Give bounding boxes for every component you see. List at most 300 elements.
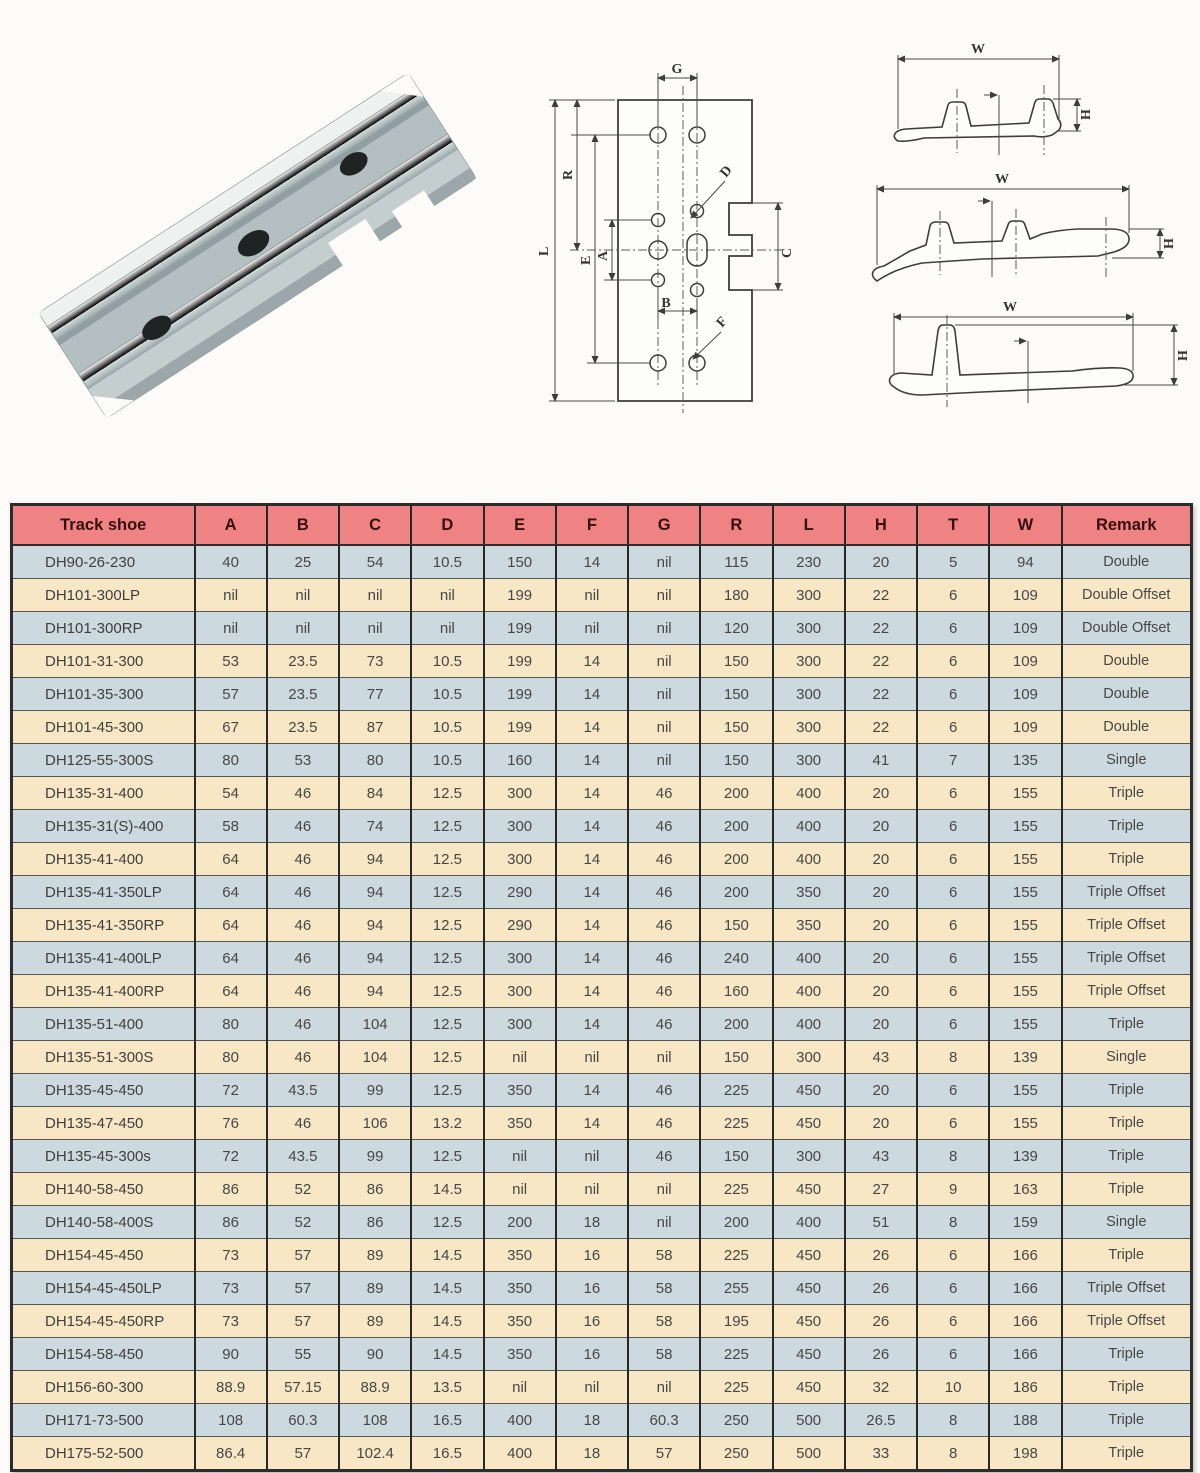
dimension-cell: 22	[845, 711, 917, 744]
remark-cell: Triple	[1062, 1074, 1192, 1107]
dimension-cell: nil	[628, 1206, 700, 1239]
dimension-cell: 10.5	[411, 744, 483, 777]
triple-grouser-profile	[873, 221, 1130, 281]
dimension-cell: 290	[484, 876, 556, 909]
remark-cell: Triple	[1062, 1140, 1192, 1173]
remark-cell: Triple	[1062, 777, 1192, 810]
dimension-cell: 300	[484, 777, 556, 810]
dimension-cell: nil	[556, 1140, 628, 1173]
dimension-cell: 64	[195, 876, 267, 909]
track-shoe-name: DH154-45-450	[12, 1239, 195, 1272]
column-header-d: D	[411, 505, 483, 546]
dimension-cell: 180	[700, 579, 772, 612]
dimension-cell: 14	[556, 909, 628, 942]
dimension-cell: 10.5	[411, 711, 483, 744]
dimension-cell: 20	[845, 777, 917, 810]
dimension-cell: 54	[195, 777, 267, 810]
table-row	[12, 1305, 1192, 1338]
dimension-cell: 26	[845, 1239, 917, 1272]
dimension-cell: 225	[700, 1239, 772, 1272]
cross-sections-svg	[862, 25, 1195, 458]
dimension-cell: 6	[917, 1074, 989, 1107]
dimension-cell: 64	[195, 909, 267, 942]
table-row	[12, 1239, 1192, 1272]
dimension-cell: 46	[267, 1107, 339, 1140]
section-single-grouser	[890, 300, 1191, 407]
dimension-cell: 46	[267, 1008, 339, 1041]
dimension-cell: 73	[195, 1239, 267, 1272]
dimension-cell: 14	[556, 744, 628, 777]
dimension-cell: 6	[917, 876, 989, 909]
dimension-cell: 57	[267, 1272, 339, 1305]
dimension-cell: 5	[917, 545, 989, 579]
dimension-cell: 159	[989, 1206, 1061, 1239]
dimension-cell: nil	[628, 1173, 700, 1206]
remark-cell: Triple	[1062, 1239, 1192, 1272]
dimension-cell: 155	[989, 876, 1061, 909]
table-row	[12, 579, 1192, 612]
column-header-r: R	[700, 505, 772, 546]
dimension-cell: nil	[411, 579, 483, 612]
dimension-cell: 16	[556, 1272, 628, 1305]
column-header-l: L	[773, 505, 845, 546]
dimension-cell: 166	[989, 1305, 1061, 1338]
dimension-cell: 86.4	[195, 1437, 267, 1471]
remark-cell: Triple Offset	[1062, 1272, 1192, 1305]
dimension-cell: 14	[556, 1008, 628, 1041]
dimension-cell: 46	[628, 1008, 700, 1041]
remark-cell: Double	[1062, 545, 1192, 579]
dim-label-B: B	[661, 296, 671, 311]
dimension-cell: 160	[484, 744, 556, 777]
dimension-cell: 20	[845, 1008, 917, 1041]
dimension-cell: 200	[700, 876, 772, 909]
remark-cell: Triple Offset	[1062, 975, 1192, 1008]
dimension-cell: 255	[700, 1272, 772, 1305]
dimension-cell: 14.5	[411, 1338, 483, 1371]
dim-label-L: L	[537, 246, 552, 256]
remark-cell: Single	[1062, 1206, 1192, 1239]
dimension-cell: 6	[917, 810, 989, 843]
dim-label-C: C	[780, 247, 795, 258]
dimension-cell: 27	[845, 1173, 917, 1206]
track-shoe-name: DH175-52-500	[12, 1437, 195, 1471]
dimension-cell: 94	[989, 545, 1061, 579]
table-row	[12, 942, 1192, 975]
dim-label-W: W	[1003, 300, 1017, 315]
dimension-cell: 18	[556, 1437, 628, 1471]
track-shoe-name: DH101-31-300	[12, 645, 195, 678]
track-shoe-photo	[5, 5, 510, 480]
dimension-cell: 10.5	[411, 545, 483, 579]
dimension-cell: 400	[773, 810, 845, 843]
dimension-cell: 14	[556, 942, 628, 975]
dimension-cell: 86	[195, 1173, 267, 1206]
table-row	[12, 1008, 1192, 1041]
dimension-cell: 400	[773, 942, 845, 975]
dimension-cell: 6	[917, 1008, 989, 1041]
dimension-cell: 12.5	[411, 810, 483, 843]
remark-cell: Double	[1062, 678, 1192, 711]
cross-section-drawings	[862, 25, 1195, 458]
dimension-cell: 74	[339, 810, 411, 843]
dimension-cell: 225	[700, 1074, 772, 1107]
dim-label-E: E	[579, 255, 594, 265]
column-header-b: B	[267, 505, 339, 546]
dimension-cell: 14	[556, 711, 628, 744]
dimension-cell: 73	[195, 1305, 267, 1338]
dimension-cell: 14	[556, 843, 628, 876]
single-grouser-profile	[890, 325, 1134, 395]
dimension-cell: 350	[773, 909, 845, 942]
dimension-cell: 89	[339, 1272, 411, 1305]
dimension-cell: 139	[989, 1041, 1061, 1074]
dimension-cell: 400	[773, 1206, 845, 1239]
dimension-cell: 99	[339, 1140, 411, 1173]
dimension-cell: 54	[339, 545, 411, 579]
dimension-cell: 450	[773, 1272, 845, 1305]
dimension-cell: 14.5	[411, 1173, 483, 1206]
dimension-cell: 6	[917, 942, 989, 975]
remark-cell: Triple Offset	[1062, 909, 1192, 942]
dimension-cell: 14	[556, 678, 628, 711]
dimension-cell: 115	[700, 545, 772, 579]
dimension-cell: 46	[628, 843, 700, 876]
remark-cell: Single	[1062, 1041, 1192, 1074]
dimension-cell: 400	[773, 975, 845, 1008]
dim-label-W: W	[971, 42, 985, 57]
dimension-cell: 225	[700, 1338, 772, 1371]
dimension-cell: 73	[195, 1272, 267, 1305]
dimension-cell: 72	[195, 1074, 267, 1107]
table-row	[12, 1371, 1192, 1404]
dimension-cell: 450	[773, 1074, 845, 1107]
dimension-cell: 14	[556, 545, 628, 579]
dimension-cell: 46	[628, 1140, 700, 1173]
dimension-cell: 23.5	[267, 645, 339, 678]
dimension-cell: 350	[484, 1305, 556, 1338]
dimension-cell: 46	[628, 777, 700, 810]
dimension-cell: 186	[989, 1371, 1061, 1404]
dimension-cell: 400	[484, 1437, 556, 1471]
dimension-cell: 200	[700, 810, 772, 843]
dimension-cell: 94	[339, 909, 411, 942]
dimension-cell: 155	[989, 843, 1061, 876]
column-header-e: E	[484, 505, 556, 546]
dimension-cell: 400	[773, 1008, 845, 1041]
dimension-cell: 12.5	[411, 909, 483, 942]
track-shoe-name: DH135-51-300S	[12, 1041, 195, 1074]
dimension-cell: 57	[267, 1239, 339, 1272]
dimension-cell: 20	[845, 843, 917, 876]
dimension-cell: 350	[484, 1074, 556, 1107]
dimension-cell: 23.5	[267, 711, 339, 744]
track-shoe-name: DH135-45-300s	[12, 1140, 195, 1173]
dimension-cell: 200	[484, 1206, 556, 1239]
dimension-cell: 300	[773, 744, 845, 777]
dimension-cell: 46	[628, 975, 700, 1008]
dimension-cell: 6	[917, 612, 989, 645]
dimension-cell: 135	[989, 744, 1061, 777]
dimension-cell: 104	[339, 1008, 411, 1041]
dimension-cell: nil	[556, 1173, 628, 1206]
dimension-cell: 150	[700, 711, 772, 744]
dimension-cell: 290	[484, 909, 556, 942]
dim-label-F: F	[713, 314, 731, 331]
dimension-cell: 46	[267, 909, 339, 942]
dimension-cell: 300	[773, 1041, 845, 1074]
table-row	[12, 1206, 1192, 1239]
remark-cell: Triple	[1062, 1173, 1192, 1206]
dimension-cell: 14.5	[411, 1272, 483, 1305]
dimension-cell: 86	[339, 1173, 411, 1206]
dimension-cell: 300	[484, 975, 556, 1008]
dimension-cell: 300	[484, 942, 556, 975]
section-double-grouser	[894, 42, 1094, 155]
dimension-cell: 57	[195, 678, 267, 711]
dimension-cell: nil	[195, 579, 267, 612]
dimension-cell: 52	[267, 1173, 339, 1206]
dimension-cell: 26	[845, 1272, 917, 1305]
remark-cell: Triple	[1062, 1338, 1192, 1371]
dimension-cell: 10	[917, 1371, 989, 1404]
column-header-a: A	[195, 505, 267, 546]
dimension-cell: 22	[845, 678, 917, 711]
dimension-cell: 20	[845, 545, 917, 579]
dimension-cell: 120	[700, 612, 772, 645]
section-triple-grouser	[873, 172, 1177, 281]
dimension-cell: 53	[195, 645, 267, 678]
column-header-w: W	[989, 505, 1061, 546]
dimension-cell: 350	[484, 1239, 556, 1272]
dimension-cell: 60.3	[267, 1404, 339, 1437]
table-row	[12, 1272, 1192, 1305]
dimension-cell: 94	[339, 876, 411, 909]
table-row	[12, 744, 1192, 777]
dimension-cell: 10.5	[411, 645, 483, 678]
dimension-cell: 200	[700, 843, 772, 876]
dimension-cell: 58	[195, 810, 267, 843]
dimension-cell: 88.9	[195, 1371, 267, 1404]
dimension-cell: 300	[773, 579, 845, 612]
dimension-cell: 46	[628, 1107, 700, 1140]
table-row	[12, 1437, 1192, 1471]
dimension-cell: 26	[845, 1305, 917, 1338]
dimension-cell: nil	[411, 612, 483, 645]
dimension-cell: 155	[989, 942, 1061, 975]
dimension-cell: 200	[700, 1206, 772, 1239]
table-row	[12, 678, 1192, 711]
dimension-cell: 500	[773, 1437, 845, 1471]
dimension-cell: 46	[628, 810, 700, 843]
dimension-cell: 12.5	[411, 975, 483, 1008]
dimension-cell: 300	[484, 843, 556, 876]
plan-view-svg	[515, 28, 860, 453]
dimension-cell: nil	[628, 711, 700, 744]
dimension-cell: 163	[989, 1173, 1061, 1206]
dimension-cell: 14	[556, 777, 628, 810]
dimension-cell: 12.5	[411, 1140, 483, 1173]
track-shoe-name: DH90-26-230	[12, 545, 195, 579]
track-shoe-name: DH135-45-450	[12, 1074, 195, 1107]
dimension-cell: 58	[628, 1338, 700, 1371]
dimension-cell: 40	[195, 545, 267, 579]
dimension-cell: 12.5	[411, 942, 483, 975]
dimension-cell: 64	[195, 843, 267, 876]
dimension-cell: 150	[700, 744, 772, 777]
remark-cell: Triple	[1062, 1404, 1192, 1437]
dimension-cell: 58	[628, 1239, 700, 1272]
dimension-cell: 46	[267, 810, 339, 843]
dimension-cell: 89	[339, 1239, 411, 1272]
dimension-cell: 500	[773, 1404, 845, 1437]
dimension-cell: 16.5	[411, 1404, 483, 1437]
dimension-cell: 166	[989, 1272, 1061, 1305]
dimension-cell: nil	[628, 678, 700, 711]
dimension-cell: 200	[700, 777, 772, 810]
dimension-cell: 57.15	[267, 1371, 339, 1404]
dim-label-A: A	[596, 250, 611, 261]
dimension-cell: 6	[917, 678, 989, 711]
dimension-cell: 80	[339, 744, 411, 777]
table-row	[12, 975, 1192, 1008]
dimension-cell: 6	[917, 843, 989, 876]
dimension-cell: 20	[845, 942, 917, 975]
dimension-cell: 46	[267, 942, 339, 975]
dimension-cell: 199	[484, 711, 556, 744]
dimension-cell: nil	[556, 612, 628, 645]
dimension-cell: 6	[917, 1338, 989, 1371]
dimension-cell: 26.5	[845, 1404, 917, 1437]
dimension-cell: 250	[700, 1437, 772, 1471]
dimension-cell: 22	[845, 612, 917, 645]
dim-label-R: R	[561, 169, 576, 180]
dimension-cell: 400	[773, 777, 845, 810]
dimension-cell: 6	[917, 1239, 989, 1272]
column-header-track-shoe: Track shoe	[12, 505, 195, 546]
dimension-cell: 6	[917, 975, 989, 1008]
dimension-cell: 12.5	[411, 1206, 483, 1239]
dimension-cell: 6	[917, 1272, 989, 1305]
dimension-cell: nil	[484, 1371, 556, 1404]
dimension-cell: 41	[845, 744, 917, 777]
table-row	[12, 810, 1192, 843]
dimension-cell: 195	[700, 1305, 772, 1338]
dimension-cell: nil	[339, 579, 411, 612]
spec-table-body	[12, 545, 1192, 1471]
dimension-cell: 300	[773, 612, 845, 645]
dimension-cell: 52	[267, 1206, 339, 1239]
dimension-cell: 8	[917, 1140, 989, 1173]
remark-cell: Double Offset	[1062, 612, 1192, 645]
dim-label-G: G	[671, 62, 683, 77]
dim-label-D: D	[717, 163, 736, 181]
dimension-cell: 10.5	[411, 678, 483, 711]
dimension-cell: 26	[845, 1338, 917, 1371]
dimension-cell: 8	[917, 1041, 989, 1074]
dimension-cell: 58	[628, 1272, 700, 1305]
dimension-cell: 6	[917, 711, 989, 744]
remark-cell: Triple Offset	[1062, 942, 1192, 975]
track-shoe-name: DH154-45-450RP	[12, 1305, 195, 1338]
dimension-cell: 20	[845, 1107, 917, 1140]
dimension-cell: 139	[989, 1140, 1061, 1173]
dimension-cell: nil	[484, 1041, 556, 1074]
dimension-cell: 166	[989, 1239, 1061, 1272]
track-shoe-name: DH154-45-450LP	[12, 1272, 195, 1305]
dimension-cell: 6	[917, 579, 989, 612]
track-shoe-name: DH140-58-450	[12, 1173, 195, 1206]
dimension-cell: 89	[339, 1305, 411, 1338]
remark-cell: Triple Offset	[1062, 1305, 1192, 1338]
dimension-cell: 155	[989, 1008, 1061, 1041]
dimension-cell: 6	[917, 909, 989, 942]
table-row	[12, 1140, 1192, 1173]
dimension-cell: 46	[628, 1074, 700, 1107]
dimension-cell: 199	[484, 678, 556, 711]
dimension-cell: 12.5	[411, 1008, 483, 1041]
dimension-cell: 150	[700, 678, 772, 711]
dimension-cell: 46	[267, 876, 339, 909]
dimension-cell: 450	[773, 1371, 845, 1404]
track-shoe-photo-svg	[5, 5, 510, 480]
dimension-cell: 150	[484, 545, 556, 579]
column-header-t: T	[917, 505, 989, 546]
dimension-cell: 300	[773, 645, 845, 678]
dimension-cell: 155	[989, 1074, 1061, 1107]
dimension-cell: 199	[484, 579, 556, 612]
dimension-cell: 46	[628, 942, 700, 975]
dimension-cell: 20	[845, 975, 917, 1008]
dimension-cell: 23.5	[267, 678, 339, 711]
dimension-cell: 6	[917, 777, 989, 810]
dimension-cell: 14	[556, 1107, 628, 1140]
track-shoe-name: DH156-60-300	[12, 1371, 195, 1404]
dimension-cell: 90	[195, 1338, 267, 1371]
track-shoe-name: DH135-51-400	[12, 1008, 195, 1041]
double-grouser-profile	[894, 99, 1060, 141]
remark-cell: Triple	[1062, 1107, 1192, 1140]
dimension-cell: 104	[339, 1041, 411, 1074]
table-row	[12, 1173, 1192, 1206]
dimension-cell: 12.5	[411, 843, 483, 876]
dimension-cell: 99	[339, 1074, 411, 1107]
dimension-cell: 300	[773, 678, 845, 711]
dimension-cell: 14.5	[411, 1239, 483, 1272]
dimension-cell: 109	[989, 645, 1061, 678]
table-row	[12, 909, 1192, 942]
dimension-cell: 250	[700, 1404, 772, 1437]
dimension-cell: 67	[195, 711, 267, 744]
dimension-cell: 46	[267, 975, 339, 1008]
dimension-cell: 109	[989, 711, 1061, 744]
dimension-cell: 109	[989, 579, 1061, 612]
dimension-cell: 350	[484, 1107, 556, 1140]
track-shoe-name: DH135-41-400	[12, 843, 195, 876]
dimension-cell: 43.5	[267, 1074, 339, 1107]
dimension-cell: 58	[628, 1305, 700, 1338]
remark-cell: Triple	[1062, 1437, 1192, 1471]
dimension-cell: 9	[917, 1173, 989, 1206]
dimension-cell: 109	[989, 612, 1061, 645]
dimension-cell: 16	[556, 1338, 628, 1371]
dimension-cell: 57	[267, 1305, 339, 1338]
dimension-cell: 199	[484, 612, 556, 645]
dimension-cell: nil	[339, 612, 411, 645]
track-shoe-name: DH135-41-400RP	[12, 975, 195, 1008]
dimension-cell: 300	[773, 1140, 845, 1173]
remark-cell: Double Offset	[1062, 579, 1192, 612]
